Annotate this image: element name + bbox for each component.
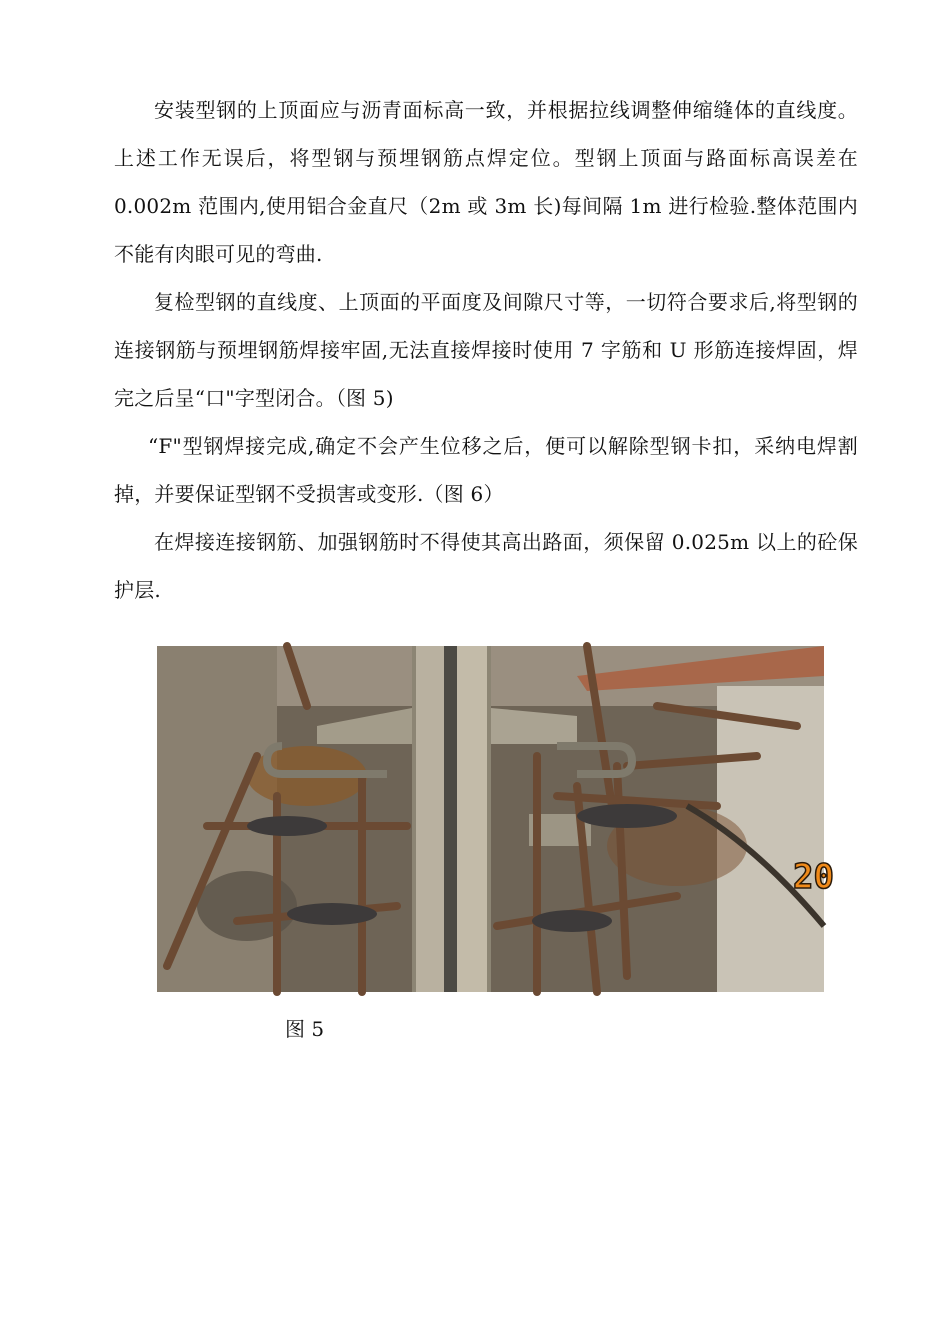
paragraph-protective-layer: 在焊接连接钢筋、加强钢筋时不得使其高出路面，须保留 0.025m 以上的砼保护层. [114, 530, 858, 602]
document-body [114, 86, 858, 614]
photo-weld-seam [532, 910, 612, 932]
photo-weld-seam [247, 816, 327, 836]
paragraph-inspection: 复检型钢的直线度、上顶面的平面度及间隙尺寸等，一切符合要求后,将型钢的连接钢筋与预埋钢筋焊接牢固,无法直接焊接时使用 7 字筋和 U 形筋连接焊固，焊完之后呈“口"字型闭合。（图 5) [114, 290, 858, 410]
photo-expansion-gap [444, 646, 457, 992]
paragraph-installation: 安装型钢的上顶面应与沥青面标高一致，并根据拉线调整伸缩缝体的直线度。上述工作无误后，将型钢与预埋钢筋点焊定位。型钢上顶面与路面标高误差在 0.002m 范围内,使用铝合金直尺（2m 或 3m 长)每间隔 1m 进行检验.整体范围内不能有肉眼可见的弯曲. [114, 98, 858, 266]
figure-5-photo [157, 646, 834, 992]
paragraph-welding: “F"型钢焊接完成,确定不会产生位移之后，便可以解除型钢卡扣，采纳电焊割掉，并要保证型钢不受损害或变形.（图 6） [114, 434, 858, 506]
photo-weld-seam [287, 903, 377, 925]
photo-profile-edge [487, 646, 491, 992]
welded-rebar-photo [157, 646, 834, 992]
photo-date-stamp: 20 [793, 857, 834, 897]
photo-steel-profile-right [457, 646, 491, 992]
figure-caption: 图 5 [285, 1017, 325, 1041]
photo-weld-seam [577, 804, 677, 828]
photo-steel-profile-left [412, 646, 444, 992]
photo-rust-patch [197, 871, 297, 941]
photo-profile-edge [412, 646, 416, 992]
